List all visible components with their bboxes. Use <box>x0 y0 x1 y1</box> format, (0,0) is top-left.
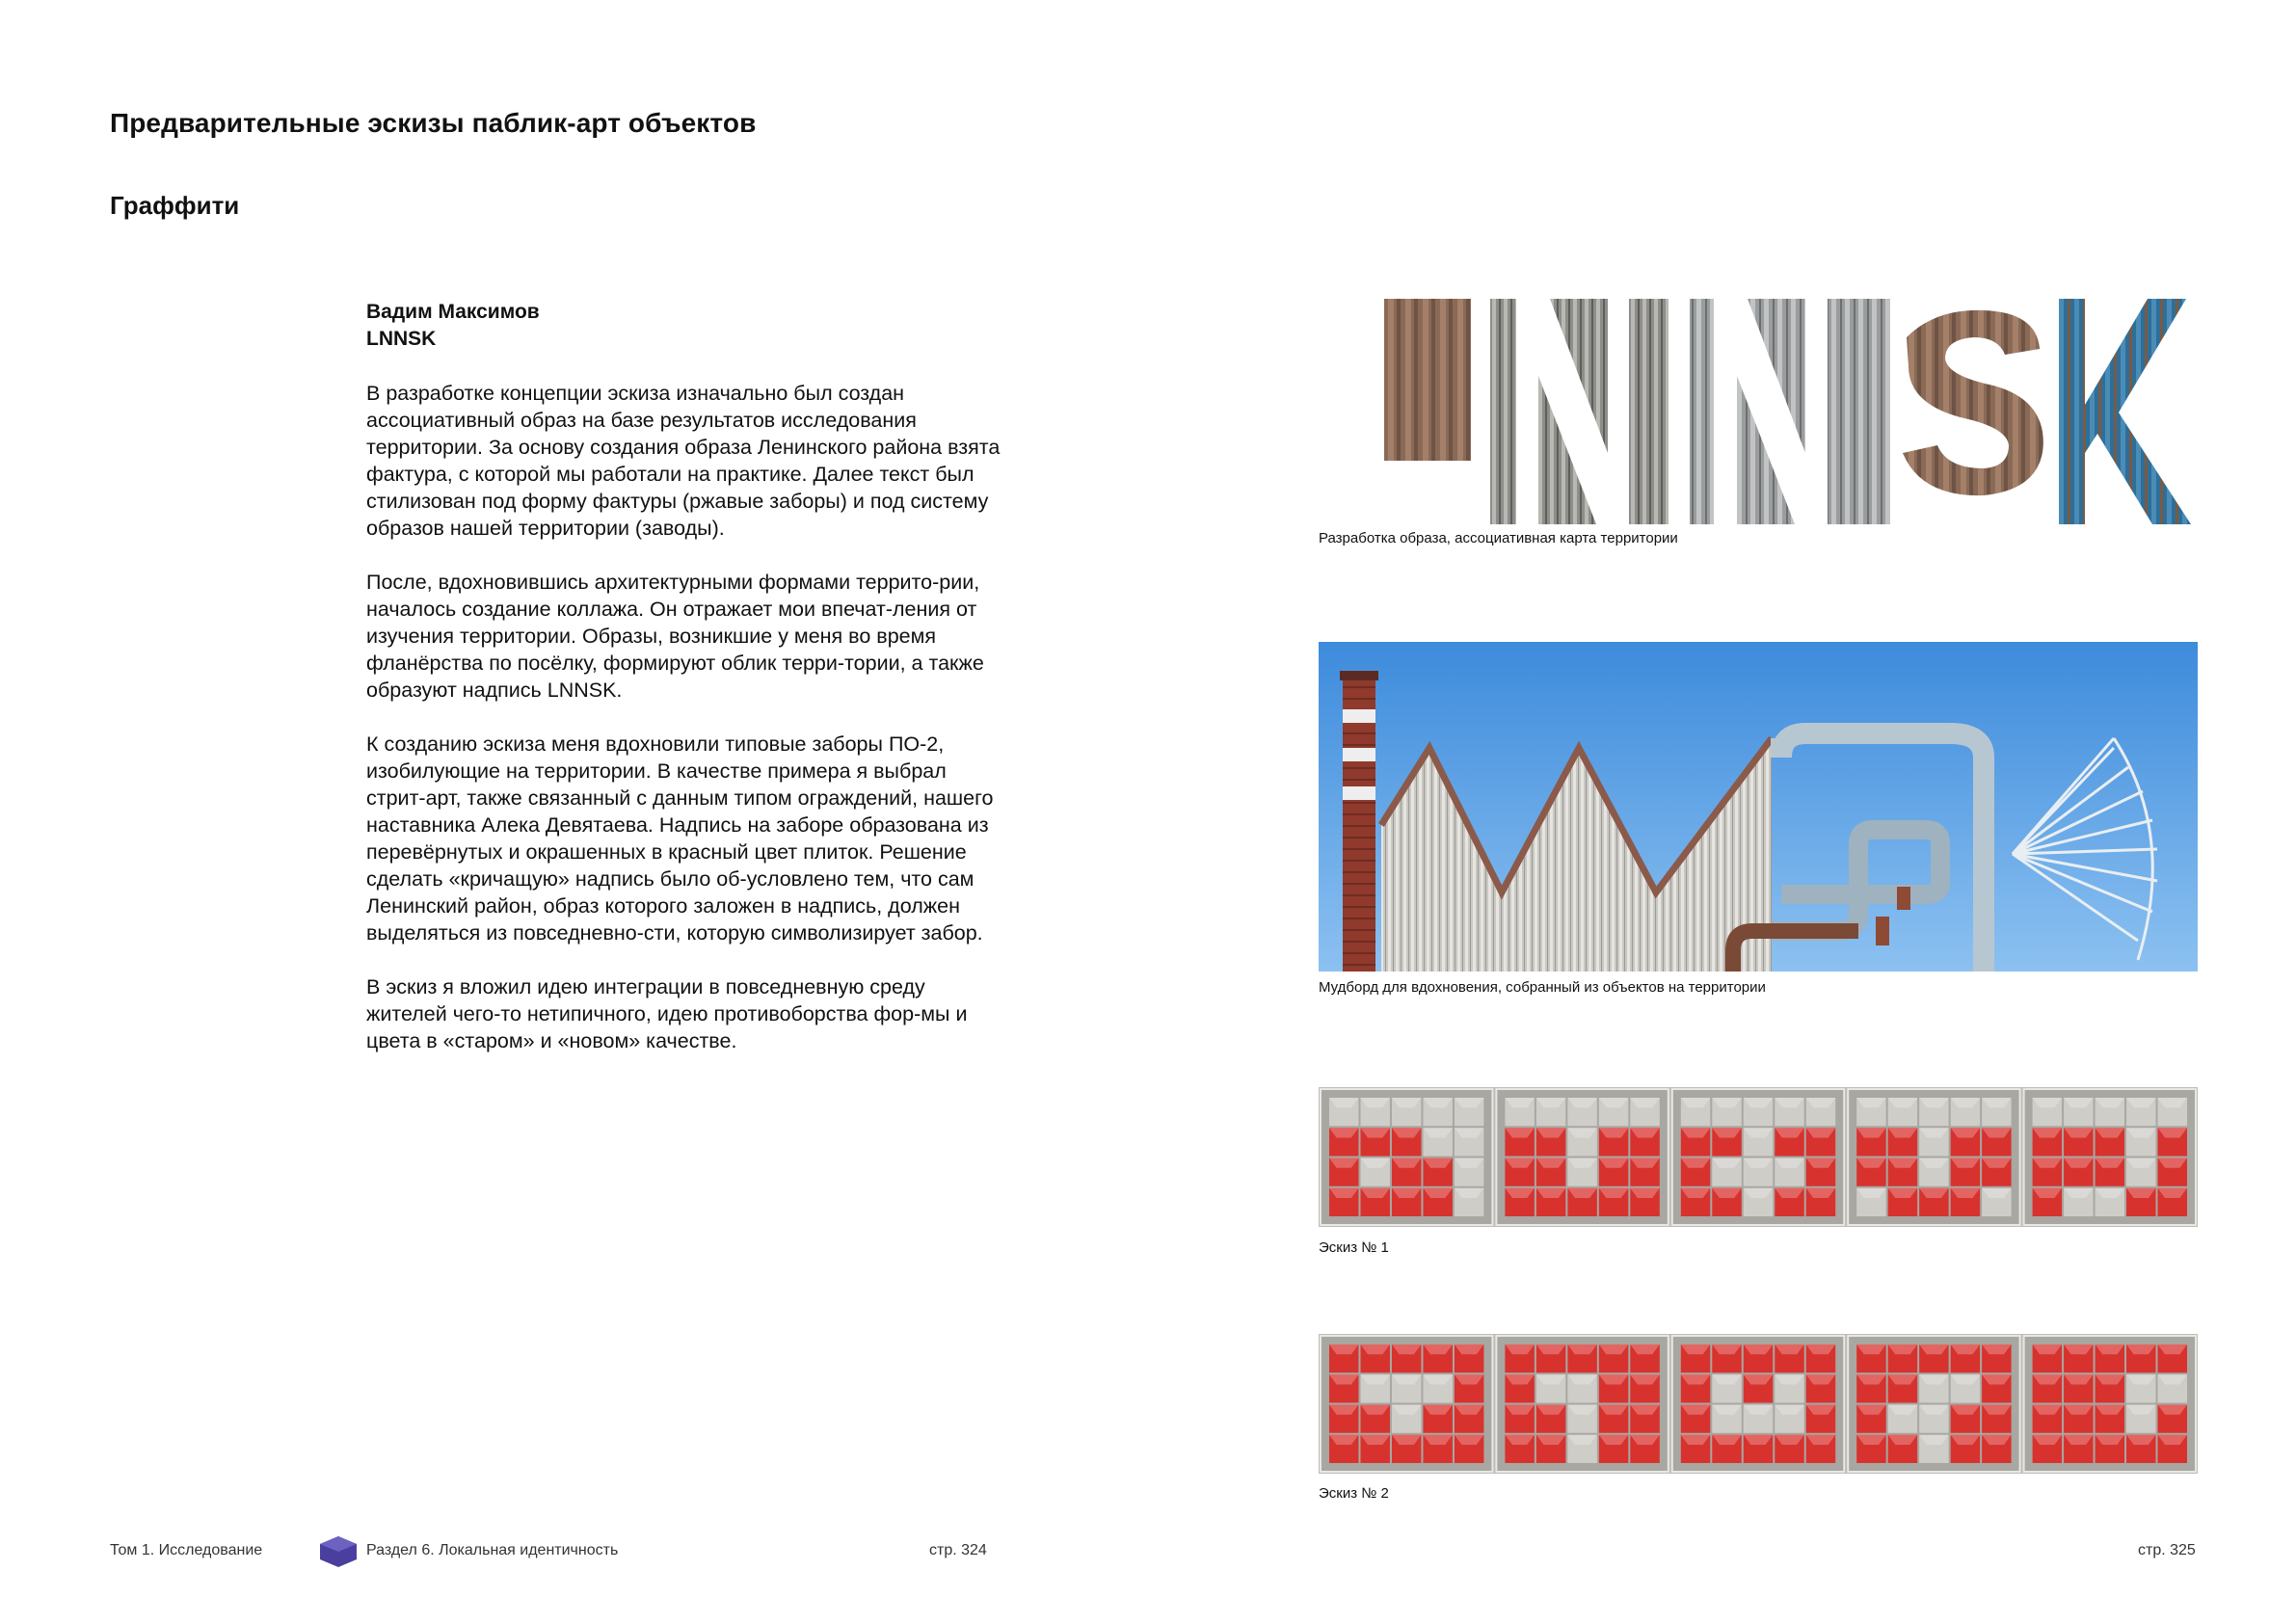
caption-moodboard-image: Мудборд для вдохновения, собранный из объектов на территории <box>1319 979 1766 996</box>
footer-page-left: стр. 324 <box>929 1542 987 1558</box>
fence-sketch-1-image <box>1319 1087 2198 1227</box>
author-name: Вадим Максимов <box>366 301 540 323</box>
paragraph-3: К созданию эскиза меня вдохновили типовые заборы ПО-2, изобилующие на территории. В качестве примера я выбрал стрит-арт, также связанный с данным типом ограждений, нашего наставника Алека Девятаева. Надпись на заборе образована из перевёрнутых и окрашенных в красный цвет плиток. Решение сделать «кричащую» надпись было об-условлено тем, что сам Ленинский район, образ которого заложен в надпись, должен выделяться из повседневно-сти, которую символизирует забор. <box>366 732 994 945</box>
section-title: Граффити <box>110 191 240 220</box>
page-title: Предварительные эскизы паблик-арт объектов <box>110 108 757 138</box>
footer-page-right: стр. 325 <box>2138 1542 2196 1558</box>
fence-sketch-2-image <box>1319 1334 2198 1474</box>
author-block <box>366 299 540 353</box>
paragraph-4: В эскиз я вложил идею интеграции в повседневную среду жителей чего-то нетипичного, идею противоборства фор-мы и цвета в «старом» и «новом» качестве. <box>366 975 968 1052</box>
caption-lnnsk-image: Разработка образа, ассоциативная карта территории <box>1319 530 1678 546</box>
moodboard-collage-image <box>1319 642 2198 972</box>
footer-volume: Том 1. Исследование <box>110 1542 263 1558</box>
caption-sketch-1: Эскиз № 1 <box>1319 1239 1389 1256</box>
footer-section: Раздел 6. Локальная идентичность <box>366 1542 619 1558</box>
paragraph-1: В разработке концепции эскиза изначально был создан ассоциативный образ на базе результатов исследования территории. За основу создания образа Ленинского района взята фактура, с которой мы работали на практике. Далее текст был стилизован под форму фактуры (ржавые заборы) и под систему образов нашей территории (заводы). <box>366 382 1001 540</box>
caption-sketch-2: Эскиз № 2 <box>1319 1485 1389 1502</box>
section-logo-icon <box>318 1534 359 1569</box>
lnnsk-texture-image <box>1319 299 2198 524</box>
paragraph-2: После, вдохновившись архитектурными формами террито-рии, началось создание коллажа. Он отражает мои впечат-ления от изучения территории. Образы, возникшие у меня во время фланёрства по посёлку, формируют облик терри-тории, а также образуют надпись LNNSK. <box>366 571 984 702</box>
project-name: LNNSK <box>366 328 437 350</box>
